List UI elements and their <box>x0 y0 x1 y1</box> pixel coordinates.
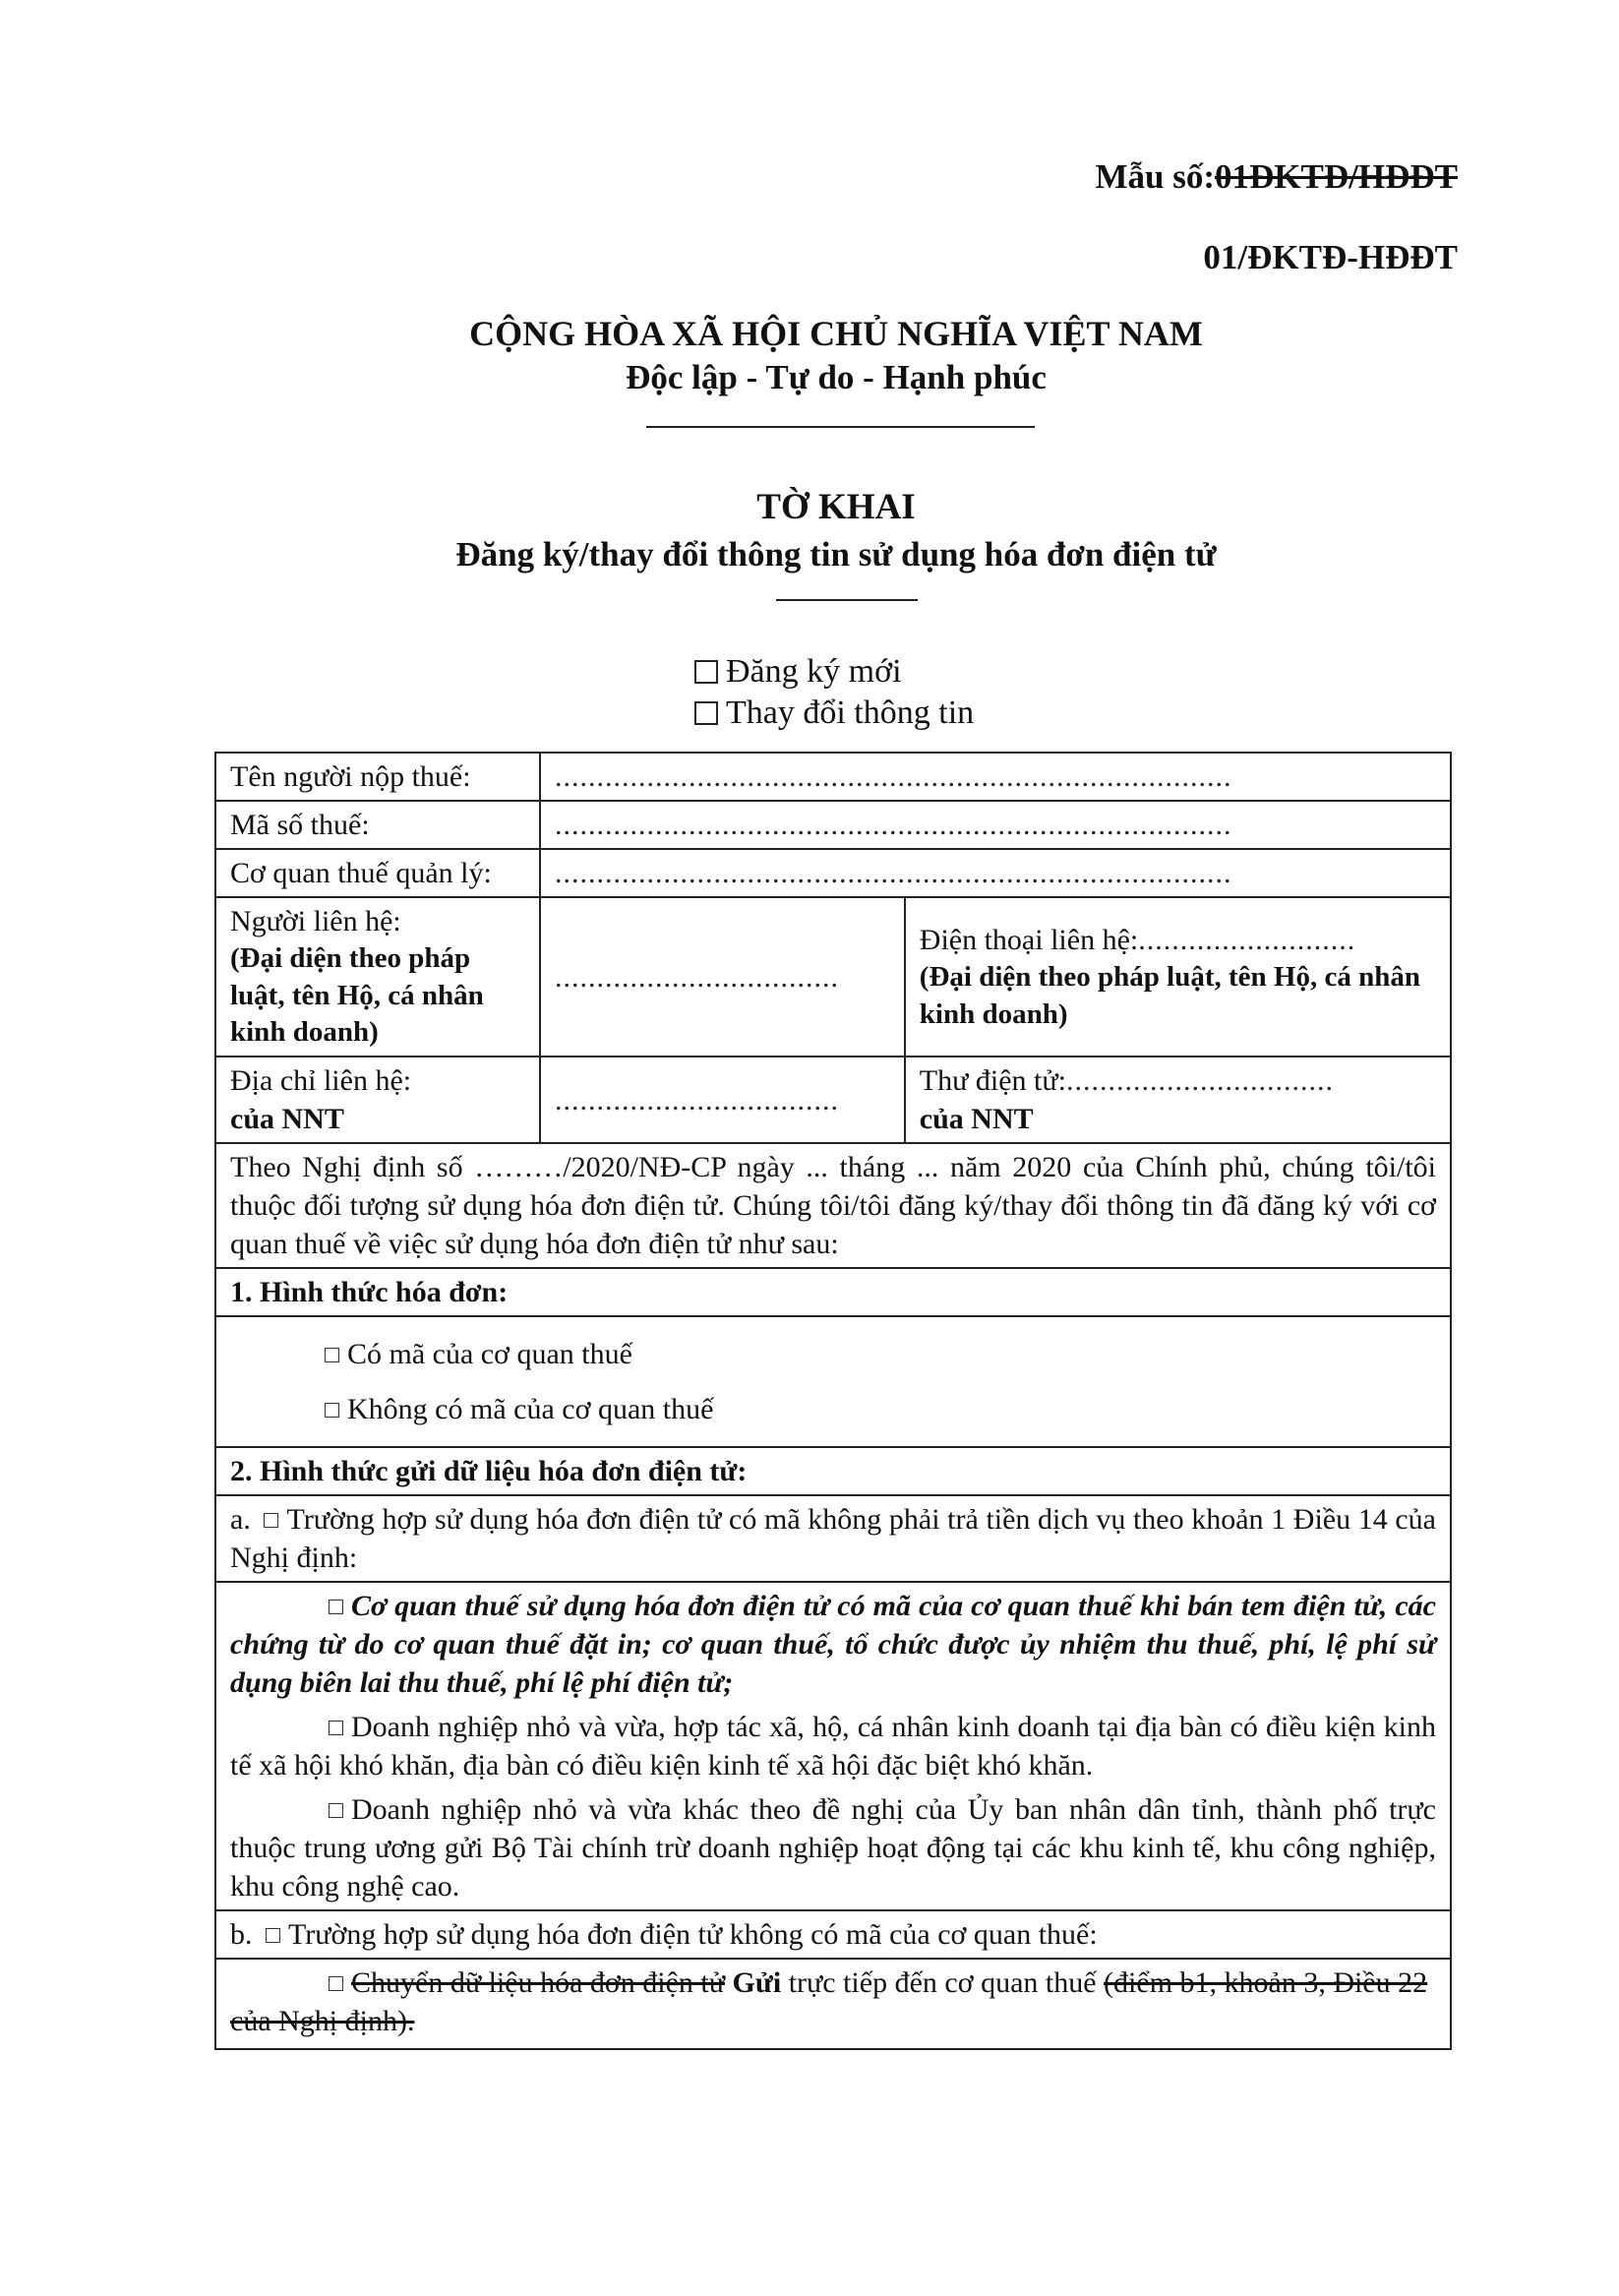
option-a1[interactable]: Cơ quan thuế sử dụng hóa đơn điện tử có mã của cơ quan thuế khi bán tem điện tử, các chứng từ do cơ quan thuế đặt in; cơ quan thuế, tổ chức được ủy nhiệm thu thuế, phí, lệ phí sử dụng biên lai thu thuế, phí lệ phí điện tử; <box>230 1590 1436 1700</box>
address-note: của NNT <box>230 1103 344 1136</box>
checkbox-icon[interactable] <box>694 660 718 684</box>
row-contact-person <box>215 897 1451 1057</box>
row-section2-b <box>215 1910 1451 1959</box>
phone-label: Điện thoại liên hệ: <box>919 923 1139 956</box>
option-a2[interactable]: Doanh nghiệp nhỏ và vừa, hợp tác xã, hộ, cá nhân kinh doanh tại địa bàn có điều kiện kinh tế xã hội khó khăn, địa bàn có điều kiện kinh tế xã hội đặc biệt khó khăn. <box>230 1711 1436 1782</box>
form-number-new: 01/ĐKTĐ-HĐĐT <box>1203 238 1458 276</box>
row-taxpayer-name <box>215 753 1451 801</box>
row-tax-code <box>215 801 1451 849</box>
row-tax-authority <box>215 849 1451 897</box>
row-section2-heading <box>215 1447 1451 1495</box>
phone-note: (Đại diện theo pháp luật, tên Hộ, cá nhân kinh doanh) <box>919 960 1420 1030</box>
motto-underline <box>646 426 1035 428</box>
email-label: Thư điện tử: <box>919 1064 1066 1098</box>
contact-person-cell <box>215 897 540 1057</box>
contact-person-note: (Đại diện theo pháp luật, tên Hộ, cá nhân kinh doanh) <box>230 942 484 1049</box>
taxpayer-name-label: Tên người nộp thuế: <box>215 753 540 801</box>
doc-title: TỜ KHAI <box>756 487 916 527</box>
motto: Độc lập - Tự do - Hạnh phúc <box>626 358 1047 396</box>
section1-options <box>215 1316 1451 1447</box>
checkbox-icon[interactable] <box>694 701 718 725</box>
form-number-label: Mẫu số: <box>1095 157 1216 196</box>
email-line <box>920 1061 1436 1100</box>
row-section1-options <box>215 1316 1451 1447</box>
phone-field[interactable]: .......................... <box>1138 923 1356 956</box>
option-b1[interactable] <box>230 1964 1436 2040</box>
registration-form-table <box>214 752 1452 2050</box>
subtitle-underline <box>776 599 918 601</box>
b1-bold-text: Gửi <box>732 1966 782 2000</box>
section1-heading: 1. Hình thức hóa đơn: <box>215 1268 1451 1316</box>
row-section2-a-items <box>215 1582 1451 1910</box>
form-number-old: 01ĐKTĐ/HĐĐT <box>1215 157 1458 196</box>
section2-b1 <box>215 1959 1451 2049</box>
row-intro <box>215 1143 1451 1268</box>
email-note: của NNT <box>919 1103 1034 1136</box>
checkbox-icon[interactable] <box>329 1721 343 1735</box>
contact-person-label: Người liên hệ: <box>230 905 401 937</box>
row-section2-a <box>215 1495 1451 1582</box>
contact-person-field[interactable]: .................................. <box>540 897 905 1057</box>
checkbox-icon[interactable] <box>329 1976 343 1991</box>
phone-line <box>920 921 1436 959</box>
tax-authority-field[interactable]: ................................................................................. <box>540 849 1451 897</box>
taxpayer-name-field[interactable]: ................................................................................. <box>540 753 1451 801</box>
b1-struck-ref: (điểm b1, khoản 3, Điều 22 của Nghị định). <box>230 1966 1428 2038</box>
option-with-code[interactable]: Có mã của cơ quan thuế <box>325 1327 1436 1382</box>
option-without-code[interactable]: Không có mã của cơ quan thuế <box>325 1382 1436 1437</box>
tax-authority-label: Cơ quan thuế quản lý: <box>215 849 540 897</box>
doc-subtitle: Đăng ký/thay đổi thông tin sử dụng hóa đơn điện tử <box>455 535 1217 574</box>
form-number <box>1096 157 1459 197</box>
email-field[interactable]: ................................ <box>1065 1064 1334 1098</box>
section2-b: b. Trường hợp sử dụng hóa đơn điện tử không có mã của cơ quan thuế: <box>215 1910 1451 1959</box>
address-cell <box>215 1057 540 1143</box>
phone-cell <box>905 897 1451 1057</box>
b1-struck-text: Chuyển dữ liệu hóa đơn điện tử <box>351 1966 725 2000</box>
option-change-info[interactable]: Thay đổi thông tin <box>694 695 974 732</box>
checkbox-icon[interactable] <box>266 1928 280 1943</box>
b1-text: trực tiếp đến cơ quan thuế <box>788 1966 1097 2000</box>
row-section2-b1 <box>215 1959 1451 2049</box>
row-address <box>215 1057 1451 1143</box>
tax-code-field[interactable]: ................................................................................. <box>540 801 1451 849</box>
country-heading: CỘNG HÒA XÃ HỘI CHỦ NGHĨA VIỆT NAM <box>469 314 1203 353</box>
checkbox-icon[interactable] <box>325 1403 339 1418</box>
section2-heading: 2. Hình thức gửi dữ liệu hóa đơn điện tử: <box>215 1447 1451 1495</box>
section2-a: a. Trường hợp sử dụng hóa đơn điện tử có mã không phải trả tiền dịch vụ theo khoản 1 Điều 14 của Nghị định: <box>215 1495 1451 1582</box>
address-field[interactable]: .................................. <box>540 1057 905 1143</box>
checkbox-icon[interactable] <box>264 1513 278 1528</box>
option-a3[interactable]: Doanh nghiệp nhỏ và vừa khác theo đề nghị của Ủy ban nhân dân tỉnh, thành phố trực thuộc trung ương gửi Bộ Tài chính trừ doanh nghiệp hoạt động tại các khu kinh tế, khu công nghiệp, khu công nghệ cao. <box>230 1793 1436 1903</box>
checkbox-icon[interactable] <box>329 1803 343 1818</box>
intro-paragraph: Theo Nghị định số ………/2020/NĐ-CP ngày ... tháng ... năm 2020 của Chính phủ, chúng tôi/tôi thuộc đối tượng sử dụng hóa đơn điện tử. Chúng tôi/tôi đăng ký/thay đổi thông tin đã đăng ký với cơ quan thuế về việc sử dụng hóa đơn điện tử như sau: <box>215 1143 1451 1268</box>
checkbox-icon[interactable] <box>325 1348 339 1362</box>
checkbox-icon[interactable] <box>329 1600 343 1614</box>
email-cell <box>905 1057 1451 1143</box>
tax-code-label: Mã số thuế: <box>215 801 540 849</box>
section2-a-items <box>215 1582 1451 1910</box>
row-section1-heading <box>215 1268 1451 1316</box>
address-label: Địa chỉ liên hệ: <box>230 1064 412 1098</box>
option-new-registration[interactable]: Đăng ký mới <box>694 653 902 691</box>
